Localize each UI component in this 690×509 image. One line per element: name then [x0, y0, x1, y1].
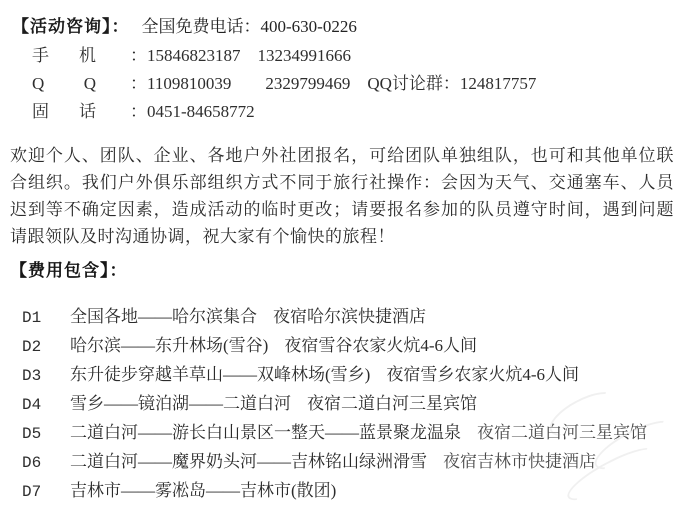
contact-value: 0451-84658772 [147, 102, 255, 121]
stay-text: 夜宿二道白河三星宾馆 [307, 394, 477, 413]
day-label: D7 [22, 483, 42, 501]
stay-text: 夜宿雪乡农家火炕4-6人间 [386, 365, 579, 384]
itinerary-row [22, 302, 690, 331]
contact-row [0, 42, 690, 70]
contact-label: 手 机 [32, 46, 96, 65]
hotline [142, 17, 357, 36]
hotline-label: 全国免费电话： [141, 17, 261, 36]
fee-include-heading: 【费用包含】： [10, 261, 128, 280]
route-text: 雪乡——镜泊湖——二道白河 [70, 394, 291, 413]
route-text: 全国各地——哈尔滨集合 [70, 307, 257, 326]
contact-row [0, 98, 690, 126]
contact-colon: ： [130, 46, 147, 65]
day-label: D6 [22, 454, 42, 472]
itinerary-list [0, 302, 690, 505]
itinerary-row [22, 389, 690, 418]
contact-rows [0, 42, 690, 126]
route-text: 东升徒步穿越羊草山——双峰林场(雪乡) [70, 365, 371, 384]
contact-section [0, 12, 690, 126]
day-label: D1 [22, 309, 42, 327]
hotline-number: 400-630-0226 [260, 17, 357, 36]
itinerary-row [22, 447, 690, 476]
route-text: 二道白河——魔界奶头河——吉林铭山绿洲滑雪 [70, 452, 427, 471]
stay-text: 夜宿吉林市快捷酒店 [443, 452, 596, 471]
stay-text: 夜宿哈尔滨快捷酒店 [273, 307, 426, 326]
contact-value: 1109810039 2329799469 QQ讨论群：124817757 [147, 74, 537, 93]
contact-heading-line [0, 12, 690, 42]
route-text: 哈尔滨——东升林场(雪谷) [70, 336, 269, 355]
itinerary-row [22, 418, 690, 447]
day-label: D4 [22, 396, 42, 414]
route-text: 吉林市——雾凇岛——吉林市(散团) [70, 481, 337, 500]
itinerary-row [22, 331, 690, 360]
contact-value: 15846823187 13234991666 [147, 46, 351, 65]
contact-row [0, 70, 690, 98]
stay-text: 夜宿雪谷农家火炕4-6人间 [284, 336, 477, 355]
itinerary-row [22, 476, 690, 505]
day-label: D3 [22, 367, 42, 385]
day-label: D2 [22, 338, 42, 356]
contact-label: Q Q [32, 74, 96, 93]
contact-title: 【活动咨询】： [12, 17, 130, 36]
contact-label: 固 话 [32, 102, 96, 121]
route-text: 二道白河——游长白山景区一整天——蓝景聚龙温泉 [70, 423, 461, 442]
day-label: D5 [22, 425, 42, 443]
stay-text: 夜宿二道白河三星宾馆 [477, 423, 647, 442]
itinerary-row [22, 360, 690, 389]
contact-colon: ： [130, 102, 147, 121]
intro-paragraph: 欢迎个人、团队、企业、各地户外社团报名，可给团队单独组队，也可和其他单位联合组织。我们户外俱乐部组织方式不同于旅行社操作：会因为天气、交通塞车、人员迟到等不确定因素，造成活动的临时更改；请要报名参加的队员遵守时间，遇到问题请跟领队及时沟通协调，祝大家有个愉快的旅程！ [10, 146, 674, 246]
contact-colon: ： [130, 74, 147, 93]
